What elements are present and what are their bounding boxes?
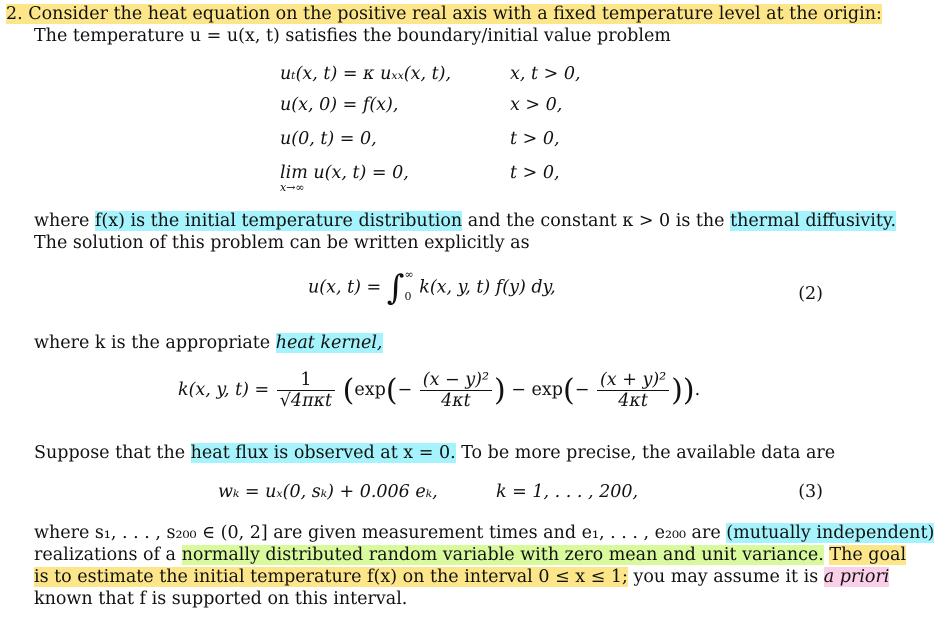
system-eq-2: u(x, 0) = f(x),: [280, 95, 399, 115]
integral-limits: [404, 269, 413, 303]
k-prefactor-num: 1: [277, 370, 335, 391]
where-line-1: [34, 210, 896, 232]
exp-1: exp: [354, 380, 386, 400]
open-paren-2: (: [385, 373, 398, 408]
k-fraction-2: [597, 370, 669, 411]
kernel-line: [34, 332, 383, 354]
kernel-text: where k is the appropriate: [34, 333, 276, 353]
system-cond-2: x > 0,: [510, 95, 563, 115]
k-f2-den: 4κt: [618, 391, 648, 411]
final-line-4: known that f is supported on this interval.: [34, 589, 408, 609]
final-text-1: where s₁, . . . , s₂₀₀ ∈ (0, 2] are given measurement times and e₁, . . . , e₂₀₀ are: [34, 523, 727, 543]
final-line-2: [34, 544, 906, 566]
final-text-3: you may assume it is: [627, 567, 824, 587]
k-fraction-1: [420, 370, 492, 411]
highlight-heat-kernel: heat kernel,: [275, 333, 383, 353]
highlight-a-priori: a priori: [823, 567, 890, 587]
exp-2: exp: [531, 380, 563, 400]
final-text-2: realizations of a: [34, 545, 182, 565]
problem-line-2: The temperature u = u(x, t) satisfies the boundary/initial value problem: [34, 26, 671, 46]
eq2-rhs: k(x, y, t) f(y) dy,: [419, 277, 556, 298]
equation-3-lhs: wₖ = uₓ(0, sₖ) + 0.006 eₖ,: [218, 482, 438, 502]
k-lhs: k(x, y, t) =: [178, 380, 270, 400]
eq2-lhs: u(x, t) =: [308, 277, 382, 298]
where-text: where: [34, 211, 95, 231]
minus-1: −: [397, 380, 413, 400]
equation-2: [308, 268, 556, 308]
highlight-thermal-diffusivity: thermal diffusivity.: [730, 211, 897, 231]
k-f1-den: 4κt: [441, 391, 471, 411]
problem-intro-line: [6, 3, 882, 25]
highlight-independent: (mutually independent): [726, 523, 934, 543]
system-eq-4: lim u(x, t) = 0,: [280, 163, 409, 183]
integral-upper: ∞: [404, 268, 414, 281]
highlight-goal-start: The goal: [829, 545, 907, 565]
k-f2-num: (x + y)²: [597, 370, 669, 391]
final-line-3: [34, 566, 889, 588]
final-line-1: [34, 522, 934, 544]
system-cond-1: x, t > 0,: [510, 64, 581, 84]
system-cond-3: t > 0,: [510, 129, 560, 149]
highlight-intro: 2. Consider the heat equation on the positive real axis with a fixed temperature level at the origin:: [6, 4, 882, 24]
where-text-mid: and the constant κ > 0 is the: [462, 211, 731, 231]
equation-3-number: (3): [798, 482, 823, 502]
highlight-initial-distribution: f(x) is the initial temperature distribution: [94, 211, 463, 231]
equation-3-range: k = 1, . . . , 200,: [496, 482, 639, 502]
k-prefactor: [277, 370, 335, 411]
highlight-normal-distribution: normally distributed random variable with zero mean and unit variance.: [181, 545, 824, 565]
integral-lower: 0: [404, 290, 412, 303]
kernel-equation: k(x, y, t) = $\frac{1}{\text{√4πκt}}$ (exp(− $\frac{\text{(x − y)²}}{4\kappa t}$ ) − exp(− $\frac{\text{(x + y)²}}{4\kappa t}$ )).: [178, 370, 701, 411]
k-prefactor-den: √4πκt: [279, 391, 333, 411]
equation-2-number: (2): [798, 284, 823, 304]
highlight-heat-flux: heat flux is observed at x = 0.: [190, 443, 456, 463]
flux-line: [34, 442, 835, 464]
flux-text-end: To be more precise, the available data are: [455, 443, 836, 463]
minus-3: −: [574, 380, 590, 400]
close-paren: ): [494, 373, 506, 408]
flux-text: Suppose that the: [34, 443, 191, 463]
close-paren-2: )): [671, 373, 695, 408]
minus-2: −: [511, 380, 526, 400]
system-eq-1: uₜ(x, t) = κ uₓₓ(x, t),: [280, 64, 452, 84]
open-paren: (: [342, 373, 355, 408]
k-f1-num: (x − y)²: [420, 370, 492, 391]
where-line-2: The solution of this problem can be written explicitly as: [34, 233, 530, 253]
system-cond-4: t > 0,: [510, 163, 560, 183]
open-paren-3: (: [562, 373, 575, 408]
system-eq-4-limit: x→∞: [280, 181, 305, 194]
integral-symbol: ∫: [386, 268, 405, 308]
system-eq-3: u(0, t) = 0,: [280, 129, 377, 149]
highlight-goal: is to estimate the initial temperature f(x) on the interval 0 ≤ x ≤ 1;: [34, 567, 628, 587]
